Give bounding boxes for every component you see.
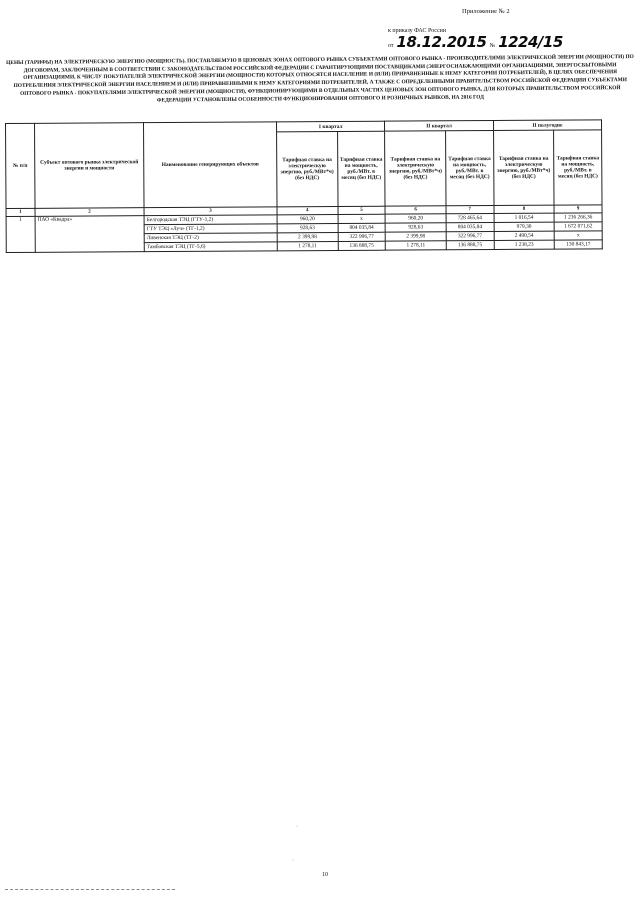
table-cell: 136 888,75	[338, 241, 386, 250]
table-cell: 804 035,84	[446, 223, 494, 232]
column-number: 9	[554, 205, 602, 213]
column-number: 6	[385, 206, 446, 214]
table-cell: 322 996,77	[338, 232, 386, 241]
table-cell: 322 996,77	[446, 232, 494, 241]
number-prefix: №	[489, 43, 496, 49]
table-cell: 928,63	[385, 223, 446, 232]
plant-name: Белгородская ТЭЦ (ГТУ-1,2)	[144, 215, 277, 225]
header-capacity-rate: Тарифная ставка на мощность, руб./МВт. в месяц (без НДС)	[445, 131, 493, 206]
header-energy-rate: Тарифная ставка на электрическую энергию, руб./МВт*ч) (без НДС)	[385, 131, 446, 206]
column-number: 2	[35, 208, 144, 217]
scan-speck: ·	[292, 858, 294, 864]
header-energy-rate: Тарифная ставка на электрическую энергию, руб./МВт*ч) (без НДС)	[493, 130, 554, 205]
column-number: 1	[6, 208, 35, 216]
table-cell: 2 399,98	[386, 232, 447, 241]
header-capacity-rate: Тарифная ставка на мощность, руб./МВт. в месяц (без НДС)	[554, 130, 602, 205]
table-cell: x	[554, 231, 602, 240]
order-date-line	[388, 33, 563, 51]
column-number: 5	[338, 206, 386, 214]
column-number: 4	[277, 206, 338, 214]
table-cell: 1 238,23	[494, 240, 555, 249]
column-number: 8	[494, 205, 555, 213]
appendix-label: Приложение № 2	[462, 8, 510, 15]
table-cell: 728 465,64	[446, 214, 494, 223]
scan-edge-line	[5, 889, 175, 890]
table-cell: 136 888,75	[446, 241, 494, 250]
table-cell: 804 035,84	[338, 223, 386, 232]
header-period-h2: II полугодие	[493, 120, 601, 131]
plant-name: Тамбовская ТЭЦ (ТГ-5,6)	[144, 242, 277, 252]
table-cell: 1 236 266,36	[554, 213, 602, 222]
row-number: 1	[6, 216, 35, 252]
table-cell: 2 399,98	[277, 232, 338, 241]
table-cell: 130 843,17	[554, 240, 602, 249]
table-cell: 960,20	[385, 214, 446, 223]
date-prefix: от	[388, 43, 394, 49]
table-cell: 928,63	[277, 223, 338, 232]
order-date: 18.12.2015	[396, 33, 487, 51]
table-cell: x	[338, 214, 386, 223]
table-cell: 1 278,11	[386, 241, 447, 250]
subject-name: ПАО «Квадра»	[35, 216, 144, 253]
table-cell: 1 016,54	[494, 213, 555, 222]
plant-name: Ливенская ТЭЦ (ТГ-2)	[144, 233, 277, 243]
header-plant: Наименование генерирующих объектов	[144, 122, 278, 208]
scan-speck: ·	[296, 824, 298, 830]
header-row-number: № п/п	[6, 123, 36, 208]
header-capacity-rate: Тарифная ставка на мощность, руб./МВт. в месяц (без НДС)	[337, 131, 385, 206]
table-cell: 1 672 071,62	[554, 222, 602, 231]
header-period-q2: II квартал	[385, 121, 493, 132]
plant-name: ГТУ ТЭЦ «Луч» (ТГ-1,2)	[144, 224, 277, 234]
table-cell: 960,20	[277, 214, 338, 223]
page-number: 10	[322, 872, 328, 878]
order-reference: к приказу ФАС России	[388, 28, 447, 34]
table-cell: 1 278,11	[277, 241, 338, 250]
order-number: 1224/15	[498, 33, 563, 51]
header-subject: Субъект оптового рынка электрической энергии и мощности	[35, 123, 145, 209]
header-period-q1: I квартал	[276, 121, 384, 132]
table-cell: 2 490,54	[494, 231, 555, 240]
document-title: ЦЕНЫ (ТАРИФЫ) НА ЭЛЕКТРИЧЕСКУЮ ЭНЕРГИЮ (МОЩНОСТЬ), ПОСТАВЛЯЕМУЮ В ЦЕНОВЫХ ЗОНАХ ОПТОВОГО РЫНКА СУБЪЕКТАМИ ОПТОВОГО РЫНКА - ПРОИЗВОДИТЕЛЯМИ ЭЛЕКТРИЧЕСКОЙ ЭНЕРГИИ (МОЩНОСТИ) ПО ДОГОВОРАМ, ЗАКЛЮЧЕННЫМ В СООТВЕТСТВИИ С ЗАКОНОДАТЕЛЬСТВОМ РОССИЙСКОЙ ФЕДЕРАЦИИ С ГАРАНТИРУЮЩИМИ ПОСТАВЩИКАМИ (ЭНЕРГОСНАБЖАЮЩИМИ ОРГАНИЗАЦИЯМИ, ЭНЕРГОСБЫТОВЫМИ ОРГАНИЗАЦИЯМИ, К ЧИСЛУ ПОКУПАТЕЛЕЙ ЭЛЕКТРИЧЕСКОЙ ЭНЕРГИИ (МОЩНОСТИ) КОТОРЫХ ОТНОСЯТСЯ НАСЕЛЕНИЕ И (ИЛИ) ПРИРАВНЕННЫЕ К НЕМУ КАТЕГОРИИ ПОТРЕБИТЕЛЕЙ), В ЦЕЛЯХ ОБЕСПЕЧЕНИЯ ПОТРЕБЛЕНИЯ ЭЛЕКТРИЧЕСКОЙ ЭНЕРГИИ НАСЕЛЕНИЕМ И (ИЛИ) ПРИРАВНЕННЫМИ К НЕМУ КАТЕГОРИЯМИ ПОТРЕБИТЕЛЕЙ, А ТАКЖЕ С ОПРЕДЕЛЕННЫМИ ПРАВИТЕЛЬСТВОМ РОССИЙСКОЙ ФЕДЕРАЦИИ СУБЪЕКТАМИ ОПТОВОГО РЫНКА - ПОКУПАТЕЛЯМИ ЭЛЕКТРИЧЕСКОЙ ЭНЕРГИИ (МОЩНОСТИ), ФУНКЦИОНИРУЮЩИМИ В ОТДЕЛЬНЫХ ЧАСТЯХ ЦЕНОВЫХ ЗОН ОПТОВОГО РЫНКА, ДЛЯ КОТОРЫХ ПРАВИТЕЛЬСТВОМ РОССИЙСКОЙ ФЕДЕРАЦИИ УСТАНОВЛЕНЫ ОСОБЕННОСТИ ФУНКЦИОНИРОВАНИЯ ОПТОВОГО И РОЗНИЧНЫХ РЫНКОВ, НА 2016 ГОД	[6, 53, 634, 104]
header-energy-rate: Тарифная ставка на электрическую энергию, руб./МВт*ч) (без НДС)	[277, 131, 338, 206]
column-number: 3	[144, 207, 277, 216]
tariff-table	[5, 119, 603, 253]
table-cell: 979,30	[494, 222, 555, 231]
column-number: 7	[446, 206, 494, 214]
